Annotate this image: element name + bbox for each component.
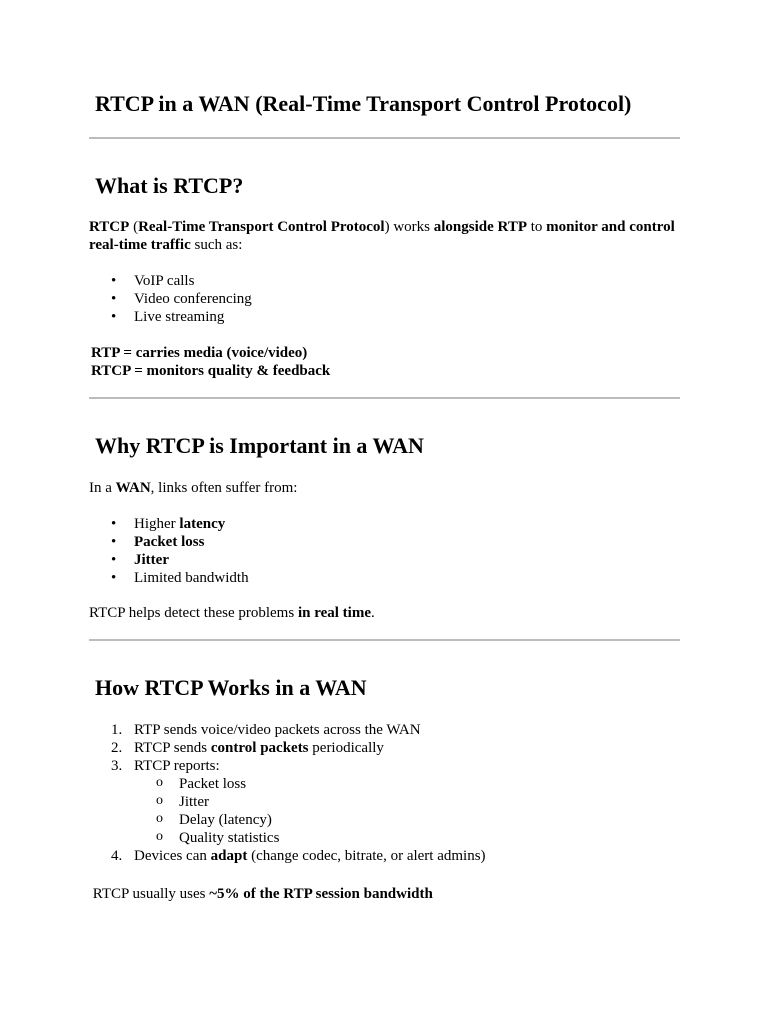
- sublist-item: o Packet loss: [134, 775, 486, 793]
- section-heading-text: Why RTCP is Important in a WAN: [95, 433, 424, 458]
- note-line: [89, 344, 680, 362]
- why-intro-paragraph: [89, 479, 680, 497]
- intro-wan: WAN: [115, 480, 151, 496]
- rtp-rtcp-notes: [89, 344, 680, 380]
- divider: [89, 639, 680, 641]
- step-item: [89, 847, 486, 865]
- item-bold: Packet loss: [134, 534, 205, 550]
- section-heading-how: [89, 677, 367, 699]
- intro-text: to: [527, 219, 547, 235]
- sublist-item: o Jitter: [134, 793, 486, 811]
- step-item: [89, 739, 486, 757]
- page-title-text: RTCP in a WAN (Real-Time Transport Control Protocol): [95, 91, 632, 116]
- step-item: [89, 757, 486, 847]
- step-item: [89, 721, 486, 739]
- intro-rtcp: RTCP: [89, 219, 130, 235]
- list-item: • VoIP calls: [89, 272, 252, 290]
- sublist-item: o Delay (latency): [134, 811, 486, 829]
- section-heading-why: [89, 435, 424, 457]
- step-number: 1.: [111, 722, 123, 738]
- note-rtp: RTP = carries media (voice/video): [91, 345, 308, 361]
- divider: [89, 397, 680, 399]
- step-bold: adapt: [210, 848, 248, 864]
- step-text: Devices can: [134, 848, 211, 864]
- list-item: [89, 533, 249, 551]
- list-item: [89, 515, 249, 533]
- intro-text: ) works: [384, 219, 434, 235]
- list-item: • Live streaming: [89, 308, 252, 326]
- section-heading-text: How RTCP Works in a WAN: [95, 675, 367, 700]
- step-number: 2.: [111, 740, 123, 756]
- step-text: periodically: [308, 740, 384, 756]
- step-number: 4.: [111, 848, 123, 864]
- outro-text: .: [370, 605, 375, 621]
- why-list: [89, 515, 249, 587]
- bandwidth-note: [89, 885, 680, 903]
- step-text: RTCP sends: [134, 740, 211, 756]
- outro-bold: in real time: [297, 605, 371, 621]
- list-item: • Video conferencing: [89, 290, 252, 308]
- intro-fullname: Real-Time Transport Control Protocol: [138, 219, 385, 235]
- intro-text: (: [129, 219, 139, 235]
- item-bold: Jitter: [134, 552, 169, 568]
- how-steps-list: [89, 721, 486, 865]
- item-bold: latency: [179, 516, 226, 532]
- section-heading-what: [89, 175, 243, 197]
- intro-text: such as:: [190, 237, 243, 253]
- what-list: [89, 272, 252, 326]
- outro-text: RTCP helps detect these problems: [89, 605, 298, 621]
- list-item: [89, 551, 249, 569]
- note-text: RTCP usually uses: [89, 886, 210, 902]
- intro-text: , links often suffer from:: [150, 480, 298, 496]
- what-intro-paragraph: [89, 218, 680, 254]
- sublist-item: o Quality statistics: [134, 829, 486, 847]
- intro-monitor: monitor and control real-time traffic: [89, 219, 675, 253]
- step-number: 3.: [111, 758, 123, 774]
- note-bold: ~5% of the RTP session bandwidth: [209, 886, 433, 902]
- reports-sublist: [134, 775, 486, 847]
- step-text: (change codec, bitrate, or alert admins): [247, 848, 486, 864]
- note-line: [89, 362, 680, 380]
- step-text: RTP sends voice/video packets across the WAN: [134, 722, 421, 738]
- list-item: • Limited bandwidth: [89, 569, 249, 587]
- step-text: RTCP reports:: [134, 758, 220, 774]
- section-heading-text: What is RTCP?: [95, 173, 244, 198]
- item-text: Higher: [134, 516, 180, 532]
- why-outro-paragraph: [89, 604, 680, 622]
- step-bold: control packets: [210, 740, 309, 756]
- note-rtcp: RTCP = monitors quality & feedback: [91, 363, 331, 379]
- page-title: [89, 93, 631, 115]
- intro-text: In a: [89, 480, 116, 496]
- divider: [89, 137, 680, 139]
- intro-alongside: alongside RTP: [433, 219, 527, 235]
